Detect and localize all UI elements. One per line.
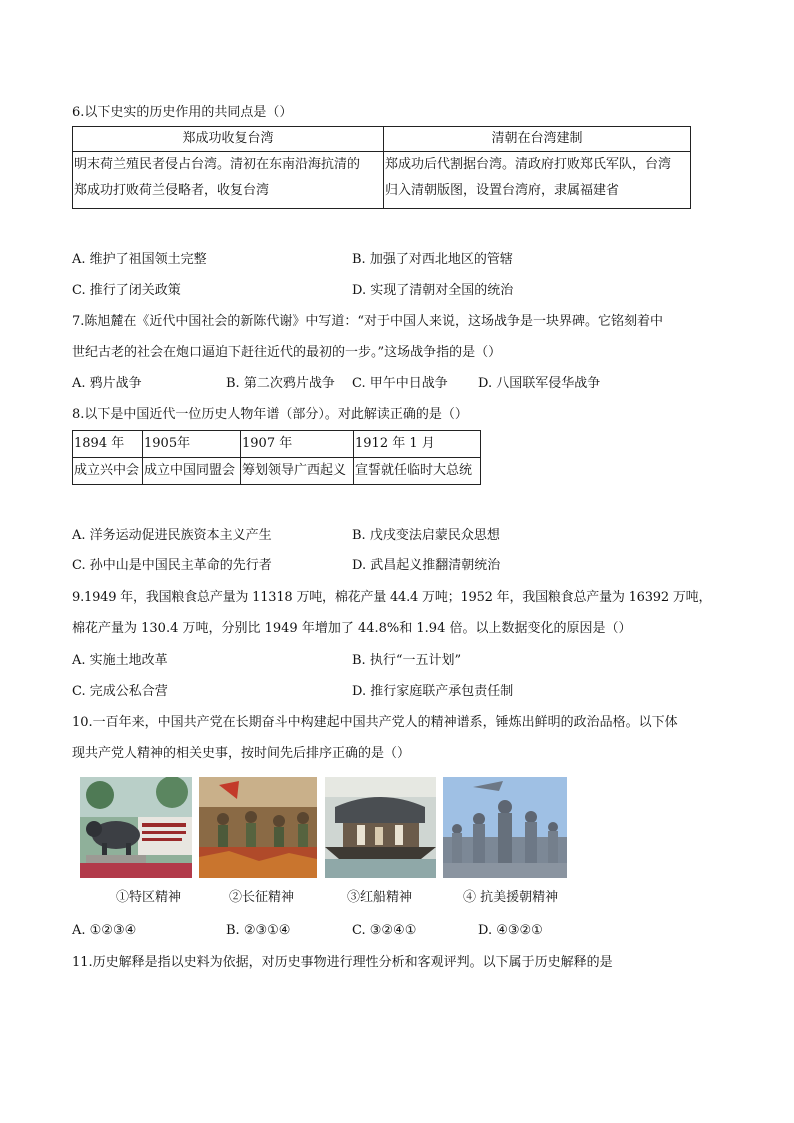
q9-option-d[interactable]: D. 推行家庭联产承包责任制 bbox=[352, 684, 514, 699]
q6-stem: 6.以下史实的历史作用的共同点是（） bbox=[72, 105, 293, 120]
q6-cell-2-line-2: 归入清朝版图，设置台湾府，隶属福建省 bbox=[385, 183, 620, 198]
q10-option-c[interactable]: C. ③②④① bbox=[352, 923, 417, 938]
q11-stem: 11.历史解释是指以史料为依据，对历史事物进行理性分析和客观评判。以下属于历史解释的是 bbox=[72, 955, 613, 970]
q10-picture-1 bbox=[80, 777, 192, 878]
q10-caption-4: ④ 抗美援朝精神 bbox=[463, 890, 559, 905]
q7-option-b[interactable]: B. 第二次鸦片战争 bbox=[226, 376, 335, 391]
q9-option-b[interactable]: B. 执行“一五计划” bbox=[352, 653, 462, 668]
q6-table-cell-1 bbox=[73, 152, 384, 209]
q10-caption-3: ③红船精神 bbox=[347, 890, 413, 905]
q8-option-b[interactable]: B. 戊戌变法启蒙民众思想 bbox=[352, 528, 500, 543]
q8-stem: 8.以下是中国近代一位历史人物年谱（部分）。对此解读正确的是（） bbox=[72, 407, 468, 422]
q10-option-d[interactable]: D. ④③②① bbox=[478, 923, 543, 938]
q6-table-header-1: 郑成功收复台湾 bbox=[73, 127, 384, 152]
q8-year-4: 1912 年 1 月 bbox=[354, 431, 481, 458]
q9-option-a[interactable]: A. 实施土地改革 bbox=[72, 653, 168, 668]
q10-caption-1: ①特区精神 bbox=[116, 890, 182, 905]
q8-event-1: 成立兴中会 bbox=[73, 458, 143, 485]
q9-stem-line-1: 9.1949 年，我国粮食总产量为 11318 万吨，棉花产量 44.4 万吨；1952 年，我国粮食总产量为 16392 万吨， bbox=[72, 590, 712, 605]
q6-option-b[interactable]: B. 加强了对西北地区的管辖 bbox=[352, 252, 513, 267]
q6-table-cell-2 bbox=[384, 152, 691, 209]
q10-picture-3 bbox=[325, 777, 436, 878]
q7-option-d[interactable]: D. 八国联军侵华战争 bbox=[478, 376, 601, 391]
q10-picture-2 bbox=[199, 777, 317, 878]
q10-picture-4 bbox=[443, 777, 567, 878]
q8-table bbox=[72, 430, 481, 485]
q8-event-3: 筹划领导广西起义 bbox=[241, 458, 354, 485]
q8-option-a[interactable]: A. 洋务运动促进民族资本主义产生 bbox=[72, 528, 272, 543]
q10-option-a[interactable]: A. ①②③④ bbox=[72, 923, 137, 938]
q8-year-3: 1907 年 bbox=[241, 431, 354, 458]
q6-cell-1-line-1: 明末荷兰殖民者侵占台湾。清初在东南沿海抗清的 bbox=[74, 157, 361, 172]
memorial-statues-image bbox=[443, 777, 567, 878]
q6-option-a[interactable]: A. 维护了祖国领土完整 bbox=[72, 252, 207, 267]
q6-option-d[interactable]: D. 实现了清朝对全国的统治 bbox=[352, 283, 514, 298]
bull-sculpture-image bbox=[80, 777, 192, 878]
q8-year-1: 1894 年 bbox=[73, 431, 143, 458]
q7-stem-line-2: 世纪古老的社会在炮口逼迫下赶往近代的最初的一步。”这场战争指的是（） bbox=[72, 345, 502, 360]
q6-cell-1-line-2: 郑成功打败荷兰侵略者，收复台湾 bbox=[74, 183, 270, 198]
q6-table bbox=[72, 126, 691, 209]
q9-stem-line-2: 棉花产量为 130.4 万吨，分别比 1949 年增加了 44.8%和 1.94 倍。以上数据变化的原因是（） bbox=[72, 621, 632, 636]
q8-option-c[interactable]: C. 孙中山是中国民主革命的先行者 bbox=[72, 558, 272, 573]
long-march-painting-image bbox=[199, 777, 317, 878]
q8-event-2: 成立中国同盟会 bbox=[143, 458, 241, 485]
q6-table-header-2: 清朝在台湾建制 bbox=[384, 127, 691, 152]
q6-cell-2-line-1: 郑成功后代割据台湾。清政府打败郑氏军队，台湾 bbox=[385, 157, 672, 172]
q10-caption-2: ②长征精神 bbox=[229, 890, 295, 905]
q7-stem-line-1: 7.陈旭麓在《近代中国社会的新陈代谢》中写道：“对于中国人来说，这场战争是一块界碑。它铭刻着中 bbox=[72, 314, 664, 329]
q10-option-b[interactable]: B. ②③①④ bbox=[226, 923, 291, 938]
q7-option-c[interactable]: C. 甲午中日战争 bbox=[352, 376, 448, 391]
red-boat-image bbox=[325, 777, 436, 878]
q9-option-c[interactable]: C. 完成公私合营 bbox=[72, 684, 168, 699]
q6-option-c[interactable]: C. 推行了闭关政策 bbox=[72, 283, 181, 298]
q8-option-d[interactable]: D. 武昌起义推翻清朝统治 bbox=[352, 558, 501, 573]
q10-stem-line-1: 10.一百年来，中国共产党在长期奋斗中构建起中国共产党人的精神谱系，锤炼出鲜明的政治品格。以下体 bbox=[72, 715, 678, 730]
q7-option-a[interactable]: A. 鸦片战争 bbox=[72, 376, 142, 391]
q8-year-2: 1905年 bbox=[143, 431, 241, 458]
q8-event-4: 宣誓就任临时大总统 bbox=[354, 458, 481, 485]
q10-stem-line-2: 现共产党人精神的相关史事，按时间先后排序正确的是（） bbox=[72, 746, 411, 761]
